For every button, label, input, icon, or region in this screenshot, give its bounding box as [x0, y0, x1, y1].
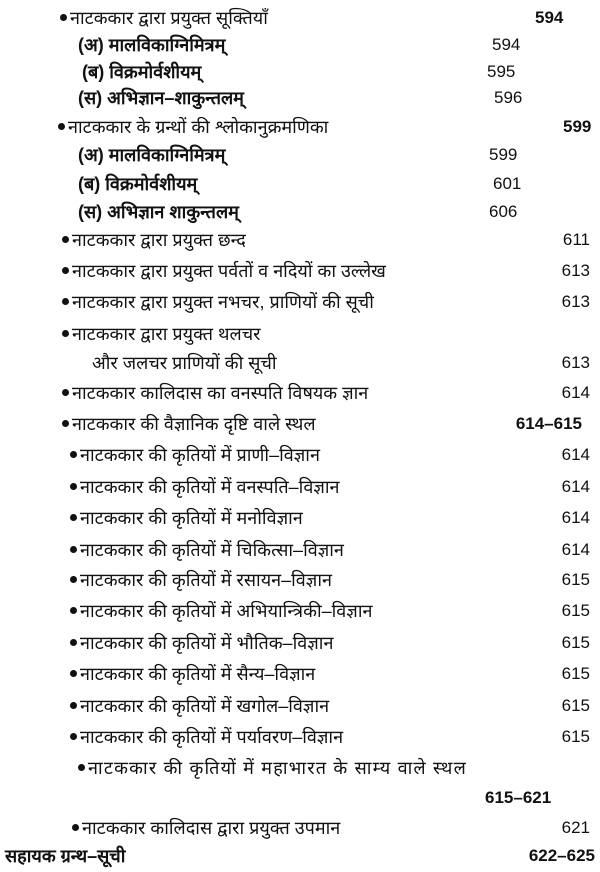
bullet-icon [70, 514, 77, 521]
bibliography-entry [0, 843, 600, 869]
bullet-icon [62, 389, 69, 396]
page-number: 606 [489, 202, 518, 221]
bullet-icon [78, 764, 85, 771]
entry-text [70, 505, 303, 531]
toc-subentry [0, 142, 600, 168]
entry-label: नाटककार की कृतियों में चिकित्सा–विज्ञान [80, 540, 344, 560]
entry-text [72, 815, 340, 841]
toc-entry [0, 442, 600, 468]
entry-text [70, 630, 333, 656]
page-number: 613 [561, 292, 590, 311]
toc-entry [0, 380, 600, 406]
entry-text [70, 537, 344, 563]
entry-label: (स) अभिज्ञान–शाकुन्तलम् [78, 88, 244, 108]
page-number: 615 [561, 696, 590, 715]
bullet-icon [70, 639, 77, 646]
bullet-icon [62, 267, 69, 274]
entry-text [78, 755, 467, 781]
entry-label: नाटककार द्वारा प्रयुक्त नभचर, प्राणियों की सूची [72, 292, 374, 312]
page-number: 621 [561, 818, 590, 837]
entry-label: नाटककार की वैज्ञानिक दृष्टि वाले स्थल [72, 414, 316, 434]
page-number: 613 [561, 353, 590, 372]
toc-subentry [0, 85, 600, 111]
bullet-icon [60, 14, 67, 21]
bullet-icon [62, 236, 69, 243]
page-number: 614 [561, 383, 590, 402]
bullet-icon [70, 451, 77, 458]
entry-label: नाटककार की कृतियों में मनोविज्ञान [80, 508, 303, 528]
entry-label: नाटककार की कृतियों में रसायन–विज्ञान [80, 570, 332, 590]
bullet-icon [70, 546, 77, 553]
page-number: 615 [561, 664, 590, 683]
toc-subentry [0, 199, 600, 225]
toc-entry [0, 693, 600, 719]
toc-entry [0, 630, 600, 656]
entry-label: नाटककार द्वारा प्रयुक्त सूक्तियाँ [70, 8, 268, 28]
page-number: 594 [535, 8, 564, 27]
toc-entry [0, 724, 600, 750]
entry-label: (स) अभिज्ञान शाकुन्तलम् [78, 202, 239, 222]
entry-label: नाटककार द्वारा प्रयुक्त थलचर [72, 324, 261, 344]
bullet-icon [70, 702, 77, 709]
page-number: 611 [562, 230, 590, 249]
page-number: 613 [561, 261, 590, 280]
entry-text [70, 567, 332, 593]
page-number: 601 [493, 174, 522, 193]
toc-entry [0, 474, 600, 500]
bullet-icon [70, 607, 77, 614]
bullet-icon [70, 576, 77, 583]
entry-text [70, 474, 340, 500]
page-number: 594 [492, 35, 521, 54]
entry-label: (अ) मालविकाग्निमित्रम् [78, 35, 226, 55]
entry-text [70, 693, 329, 719]
entry-text [58, 114, 328, 140]
page-number: 615 [561, 601, 590, 620]
entry-label: नाटककार द्वारा प्रयुक्त छन्द [72, 230, 246, 250]
page-number: 596 [494, 88, 523, 107]
toc-entry [0, 411, 600, 437]
entry-label: नाटककार की कृतियों में महाभारत के साम्य वाले स्थल [88, 758, 467, 778]
bullet-icon [62, 330, 69, 337]
entry-label: नाटककार की कृतियों में अभियान्त्रिकी–विज्ञान [80, 601, 373, 621]
entry-label: (ब) विक्रमोर्वशीयम् [82, 62, 202, 82]
toc-entry [0, 289, 600, 315]
bullet-icon [58, 123, 65, 130]
page-number: 614 [561, 445, 590, 464]
entry-label: नाटककार की कृतियों में भौतिक–विज्ञान [80, 633, 334, 653]
entry-label: नाटककार के ग्रन्थों की श्लोकानुक्रमणिका [68, 117, 329, 137]
entry-text [70, 442, 320, 468]
bibliography-label: सहायक ग्रन्थ–सूची [5, 846, 126, 866]
entry-label: नाटककार की कृतियों में खगोल–विज्ञान [80, 696, 330, 716]
toc-entry [0, 755, 600, 807]
entry-label: नाटककार द्वारा प्रयुक्त पर्वतों व नदियों का उल्लेख [72, 261, 386, 281]
page-number: 599 [563, 117, 592, 136]
entry-label: (ब) विक्रमोर्वशीयम् [78, 174, 198, 194]
entry-text [62, 380, 368, 406]
entry-label: नाटककार की कृतियों में प्राणी–विज्ञान [80, 445, 320, 465]
entry-label: नाटककार कालिदास द्वारा प्रयुक्त उपमान [82, 818, 341, 838]
entry-text [62, 227, 246, 253]
bullet-icon [70, 483, 77, 490]
toc-entry [0, 505, 600, 531]
bullet-icon [62, 420, 69, 427]
page-number: 615 [561, 727, 590, 746]
toc-entry [0, 321, 600, 373]
entry-label: (अ) मालविकाग्निमित्रम् [78, 145, 226, 165]
toc-subentry [0, 32, 600, 58]
toc-subentry [0, 59, 600, 85]
bullet-icon [70, 733, 77, 740]
entry-label: नाटककार की कृतियों में सैन्य–विज्ञान [80, 664, 316, 684]
page-number: 615 [561, 633, 590, 652]
entry-text [62, 321, 261, 347]
page-number: 614 [561, 477, 590, 496]
page-number: 614 [561, 540, 590, 559]
entry-text [62, 411, 316, 437]
entry-text [62, 258, 386, 284]
entry-text [62, 289, 374, 315]
entry-text [70, 661, 315, 687]
page-number: 615 [561, 570, 590, 589]
entry-label: नाटककार की कृतियों में वनस्पति–विज्ञान [80, 477, 340, 497]
toc-entry [0, 661, 600, 687]
toc-subentry [0, 171, 600, 197]
entry-text [70, 598, 372, 624]
entry-text [60, 5, 268, 31]
toc-entry [0, 227, 600, 253]
page-number: 622–625 [528, 846, 595, 865]
entry-label-continued: और जलचर प्राणियों की सूची [92, 353, 277, 373]
entry-text [70, 724, 343, 750]
toc-entry [0, 567, 600, 593]
page-number: 595 [487, 62, 516, 81]
page-number: 614–615 [515, 414, 582, 433]
page-number: 615–621 [485, 788, 552, 807]
page-number: 614 [561, 508, 590, 527]
bullet-icon [72, 824, 79, 831]
toc-entry [0, 598, 600, 624]
bullet-icon [62, 298, 69, 305]
toc-entry [0, 815, 600, 841]
toc-entry [0, 537, 600, 563]
toc-entry [0, 114, 600, 140]
page-number: 599 [489, 145, 518, 164]
entry-label: नाटककार कालिदास का वनस्पति विषयक ज्ञान [72, 383, 369, 403]
entry-label: नाटककार की कृतियों में पर्यावरण–विज्ञान [80, 727, 344, 747]
bullet-icon [70, 670, 77, 677]
toc-entry [0, 258, 600, 284]
toc-entry [0, 5, 600, 31]
